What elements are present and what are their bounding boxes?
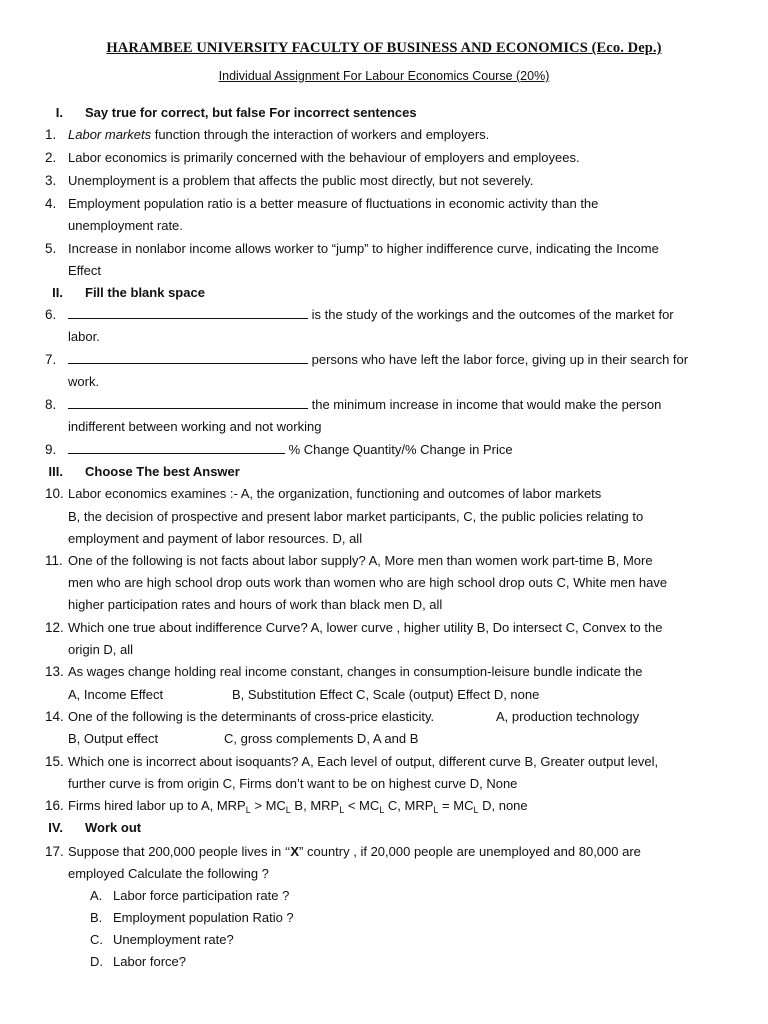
question-7-line-1 [68,352,688,368]
question-13-option-a: A, Income Effect [68,687,164,702]
question-number: 2. [45,150,57,165]
question-number: 16. [45,798,64,813]
question-text: > MC [250,798,286,813]
sub-question-text: Employment population Ratio ? [113,910,294,925]
subscript: L [473,805,479,815]
question-number: 14. [45,709,64,724]
question-11-line-3: higher participation rates and hours of work than black men D, all [68,597,443,612]
sub-question-letter: C. [90,932,103,947]
question-6-line-1 [68,307,674,323]
question-number: 4. [45,196,57,211]
question-9-line-1 [68,442,513,458]
question-4-line-1: Employment population ratio is a better measure of fluctuations in economic activity than the [68,196,599,211]
question-17-line-1 [68,844,641,860]
section-title: Say true for correct, but false For incorrect sentences [85,105,417,120]
sub-question-text: Labor force? [113,954,186,969]
question-number: 7. [45,352,57,367]
question-3: Unemployment is a problem that affects the public most directly, but not severely. [68,173,534,188]
section-heading-3 [23,464,240,479]
section-numeral: III. [48,464,63,479]
question-text: D, none [478,798,528,813]
question-7-line-2: work. [68,374,100,389]
question-text: C, MRP [384,798,434,813]
question-number: 17. [45,844,64,859]
question-number: 13. [45,664,64,679]
question-4-line-2: unemployment rate. [68,218,183,233]
question-10-line-3: employment and payment of labor resources. D, all [68,531,363,546]
question-1 [68,127,489,143]
question-number: 15. [45,754,64,769]
question-8-line-1 [68,397,661,413]
question-14-options-cd: C, gross complements D, A and B [224,731,419,746]
question-17-line-2: employed Calculate the following ? [68,866,269,881]
sub-question-letter: D. [90,954,103,969]
sub-question-letter: A. [90,888,103,903]
subscript: L [339,805,345,815]
question-text: B, MRP [290,798,340,813]
section-heading-2 [23,285,205,300]
question-number: 9. [45,442,57,457]
question-14-option-a: A, production technology [496,709,640,724]
subscript: L [245,805,251,815]
question-number: 6. [45,307,57,322]
question-text: = MC [438,798,474,813]
question-text: the minimum increase in income that would make the person [308,397,662,412]
answer-blank[interactable] [68,352,308,364]
question-8-line-2: indifferent between working and not working [68,419,322,434]
question-5-line-2: Effect [68,263,102,278]
section-numeral: II. [52,285,63,300]
sub-question-text: Unemployment rate? [113,932,234,947]
question-15-line-1: Which one is incorrect about isoquants? A, Each level of output, different curve B, Greater output level, [68,754,659,769]
question-text: ” country , if 20,000 people are unemployed and 80,000 are [299,844,641,859]
question-number: 1. [45,127,57,142]
question-5-line-1: Increase in nonlabor income allows worker to “jump” to higher indifference curve, indicating the Income [68,241,659,256]
question-14-option-b: B, Output effect [68,731,159,746]
question-text: Suppose that 200,000 people lives in ‘‘ [68,844,291,859]
question-text: < MC [344,798,380,813]
section-title: Work out [85,820,142,835]
question-15-line-2: further curve is from origin C, Firms don’t want to be on highest curve D, None [68,776,518,791]
section-title: Choose The best Answer [85,464,240,479]
section-numeral: I. [55,105,63,120]
sub-question-letter: B. [90,910,103,925]
question-text: % Change Quantity/% Change in Price [285,442,513,457]
section-heading-4 [23,820,141,835]
question-6-line-2: labor. [68,329,100,344]
question-number: 8. [45,397,57,412]
subscript: L [433,805,439,815]
question-16-line-1 [68,798,528,818]
page-title: HARAMBEE UNIVERSITY FACULTY OF BUSINESS AND ECONOMICS (Eco. Dep.) [106,40,662,56]
question-number: 12. [45,620,64,635]
sub-question-text: Labor force participation rate ? [113,888,290,903]
question-13-options-bcd: B, Substitution Effect C, Scale (output) Effect D, none [232,687,540,702]
italic-term: Labor markets [68,127,152,142]
question-11-line-2: men who are high school drop outs work than women who are high school drop outs C, White men have [68,575,668,590]
question-number: 5. [45,241,57,256]
question-12-line-2: origin D, all [68,642,134,657]
question-number: 11. [45,553,63,568]
question-text: function through the interaction of workers and employers. [151,127,490,142]
section-numeral: IV. [48,820,63,835]
question-13-line-1: As wages change holding real income constant, changes in consumption-leisure bundle indicate the [68,664,643,679]
section-heading-1 [23,105,417,120]
question-text: is the study of the workings and the outcomes of the market for [308,307,674,322]
question-text: Firms hired labor up to A, MRP [68,798,246,813]
subscript: L [379,805,385,815]
answer-blank[interactable] [68,307,308,319]
question-2: Labor economics is primarily concerned with the behaviour of employers and employees. [68,150,580,165]
question-10-line-1: Labor economics examines :- A, the organization, functioning and outcomes of labor markets [68,486,602,501]
answer-blank[interactable] [68,397,308,409]
question-number: 3. [45,173,57,188]
section-title: Fill the blank space [85,285,205,300]
question-number: 10. [45,486,64,501]
question-14-line-1: One of the following is the determinants of cross-price elasticity. [68,709,435,724]
page-subtitle: Individual Assignment For Labour Economics Course (20%) [218,69,550,83]
question-11-line-1: One of the following is not facts about labor supply? A, More men than women work part-time B, More [68,553,653,568]
country-name: X [290,844,300,859]
subscript: L [285,805,291,815]
answer-blank[interactable] [68,442,285,454]
question-12-line-1: Which one true about indifference Curve? A, lower curve , higher utility B, Do intersect C, Convex to the [68,620,663,635]
question-text: persons who have left the labor force, giving up in their search for [308,352,689,367]
question-10-line-2: B, the decision of prospective and present labor market participants, C, the public policies relating to [68,509,644,524]
